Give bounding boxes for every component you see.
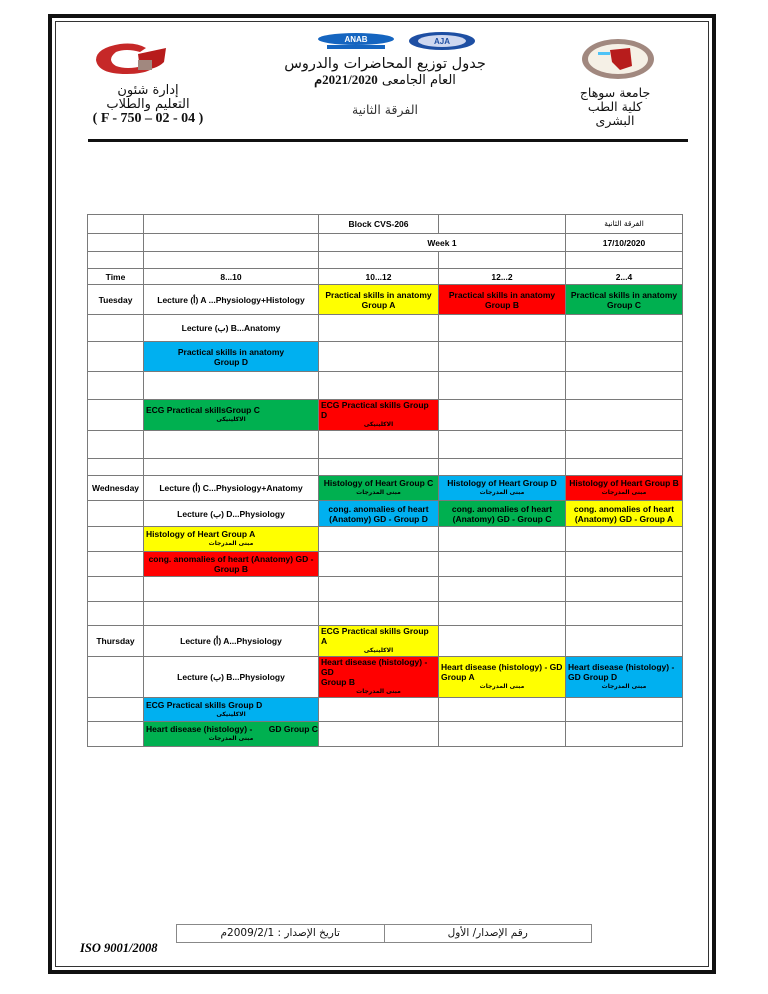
slot-header: 8...10: [144, 269, 319, 285]
table-row: [88, 476, 683, 501]
iso-label: ISO 9001/2008: [80, 941, 158, 955]
table-row: [88, 372, 683, 400]
block-label: Block CVS-206: [319, 215, 439, 234]
session-title: Heart disease (histology) - GD Group C: [146, 724, 318, 734]
issuer-department: [78, 84, 218, 126]
session-cell: cong. anomalies of heart (Anatomy) GD - Group A: [566, 501, 683, 527]
session-location: الاكلينيكى: [216, 416, 246, 423]
university-name: [560, 86, 670, 128]
lecture-cell: Lecture (ب) D...Physiology: [144, 501, 319, 527]
session-cell: [566, 657, 683, 698]
date-cell: 17/10/2020: [566, 234, 683, 252]
academic-year-value: 2021/2020م: [314, 72, 378, 87]
department-line-2: التعليم والطلاب: [106, 97, 190, 112]
lecture-cell: Lecture (أ) A ...Physiology+Histology: [144, 285, 319, 315]
session-title: ECG Practical skills Group D: [321, 400, 429, 420]
session-title: Heart disease (histology) - GD Group A: [441, 662, 563, 682]
session-cell: cong. anomalies of heart (Anatomy) GD - Group C: [439, 501, 566, 527]
issue-date: تاريخ الإصدار : 2009/2/1م: [220, 927, 340, 939]
time-header: Time: [88, 269, 144, 285]
table-row: [88, 234, 683, 252]
university-line-2: كلية الطب: [587, 99, 643, 114]
table-row: [88, 315, 683, 342]
academic-year: [215, 72, 555, 88]
table-row: [88, 342, 683, 372]
anab-logo-icon: [317, 32, 395, 50]
table-row: [88, 459, 683, 476]
session-location: مبنى المدرجات: [479, 489, 525, 496]
department-line-1: إدارة شئون: [117, 83, 179, 98]
table-row: [88, 602, 683, 626]
lecture-cell: Lecture (ب) B...Anatomy: [144, 315, 319, 342]
table-row: [88, 252, 683, 269]
session-title: Histology of Heart Group C: [323, 478, 434, 488]
grade-label: الفرقة الثانية: [352, 102, 418, 117]
session-cell: Practical skills in anatomy Group D: [144, 342, 319, 372]
session-title: Heart disease (histology) - GD Group D: [568, 662, 675, 682]
session-location: مبنى المدرجات: [208, 540, 254, 547]
table-header-row: [88, 269, 683, 285]
slot-header: 10...12: [319, 269, 439, 285]
session-location: مبنى المدرجات: [601, 489, 647, 496]
session-title: ECG Practical skills Group D: [146, 699, 263, 710]
academic-year-prefix: العام الجامعى: [381, 73, 456, 88]
session-cell: Practical skills in anatomy Group A: [319, 285, 439, 315]
table-row: [88, 501, 683, 527]
lecture-cell: Lecture (أ) C...Physiology+Anatomy: [144, 476, 319, 501]
lecture-cell: Lecture (أ) A...Physiology: [144, 626, 319, 657]
session-location: الاكلينيكى: [363, 647, 394, 654]
svg-text:AJA: AJA: [433, 37, 451, 46]
table-row: [88, 552, 683, 577]
grade-cell: الفرقة الثانية: [566, 215, 683, 234]
university-line-1: جامعة سوهاج: [579, 85, 651, 100]
day-label: Thursday: [88, 626, 144, 657]
session-cell: [439, 657, 566, 698]
form-code: ( F - 750 – 02 - 04 ): [92, 111, 204, 126]
table-row: [88, 285, 683, 315]
session-cell: Practical skills in anatomy Group C: [566, 285, 683, 315]
session-location: مبنى المدرجات: [356, 688, 401, 695]
session-cell: [439, 476, 566, 501]
session-location: الاكلينيكى: [216, 710, 246, 718]
session-cell: [144, 722, 319, 747]
session-location: الاكلينيكى: [363, 421, 394, 428]
issue-info-box: [176, 924, 592, 943]
session-title: Histology of Heart Group B: [569, 478, 679, 488]
session-title: ECG Practical skillsGroup C: [146, 405, 260, 415]
svg-text:ANAB: ANAB: [344, 35, 368, 44]
session-cell: [319, 626, 439, 657]
session-title: ECG Practical skills Group A: [321, 626, 429, 646]
issue-number: رقم الإصدار/ الأول: [384, 925, 592, 942]
session-cell: [319, 400, 439, 431]
session-cell: [144, 698, 319, 722]
document-title: جدول توزيع المحاضرات والدروس: [284, 56, 486, 72]
session-location: مبنى المدرجات: [208, 735, 254, 742]
faculty-logo-icon: [92, 40, 170, 78]
table-row: [88, 577, 683, 602]
day-label: Wednesday: [88, 476, 144, 501]
table-row: [88, 657, 683, 698]
session-title: Histology of Heart Group D: [447, 478, 557, 488]
session-cell: [144, 527, 319, 552]
table-row: [88, 527, 683, 552]
university-line-3: البشرى: [595, 113, 635, 128]
day-label: Tuesday: [88, 285, 144, 315]
slot-header: 12...2: [439, 269, 566, 285]
session-cell: [319, 657, 439, 698]
session-title: Histology of Heart Group A: [146, 529, 256, 539]
session-cell: [566, 476, 683, 501]
session-cell: cong. anomalies of heart (Anatomy) GD - Group B: [144, 552, 319, 577]
session-cell: [319, 476, 439, 501]
schedule-table: [87, 214, 683, 747]
table-row: [88, 215, 683, 234]
table-row: [88, 400, 683, 431]
week-label: Week 1: [319, 234, 566, 252]
session-location: مبنى المدرجات: [356, 489, 401, 496]
table-row: [88, 626, 683, 657]
table-row: [88, 698, 683, 722]
table-row: [88, 722, 683, 747]
table-row: [88, 431, 683, 459]
lecture-cell: Lecture (ب) B...Physiology: [144, 657, 319, 698]
sohag-university-logo-icon: [580, 38, 656, 80]
aja-logo-icon: [408, 31, 476, 51]
slot-header: 2...4: [566, 269, 683, 285]
header-divider: [88, 139, 688, 142]
session-cell: cong. anomalies of heart (Anatomy) GD - Group D: [319, 501, 439, 527]
session-location: مبنى المدرجات: [601, 683, 647, 690]
session-cell: Practical skills in anatomy Group B: [439, 285, 566, 315]
session-title: Heart disease (histology) - GD Group B: [321, 657, 428, 687]
session-cell: [144, 400, 319, 431]
session-location: مبنى المدرجات: [479, 683, 525, 690]
